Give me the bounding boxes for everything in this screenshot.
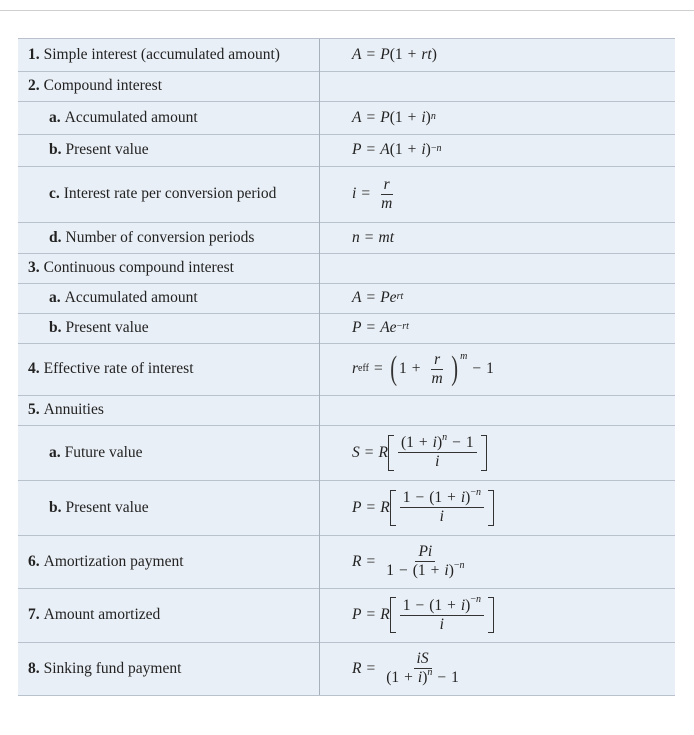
formula-cell [320, 166, 675, 222]
row-number: 8. [28, 659, 40, 677]
row-text: Annuities [43, 401, 104, 418]
formula-annuity-present: P = R $\frac{1 - (1 + i)^{-n}}{i}$ [352, 490, 494, 526]
table-row [18, 535, 675, 589]
row-text: Present value [65, 319, 149, 336]
row-number: 1. [28, 46, 40, 63]
row-label [18, 101, 320, 134]
table-row [18, 134, 675, 167]
row-text: Continuous compound interest [43, 259, 234, 276]
row-text: Number of conversion periods [65, 228, 255, 246]
formula-compound-present: P = A (1 + i ) $^{-n}$ [352, 141, 442, 158]
formula-cell [320, 39, 675, 71]
table-row [18, 222, 675, 254]
table-row [18, 313, 675, 344]
formula-cell [320, 480, 675, 535]
formula-cell [320, 253, 675, 283]
row-number: b. [49, 319, 62, 336]
formula-amount-amortized: P = R $\frac{1 - (1 + i)^{-n}}{i}$ [352, 597, 494, 633]
row-label [18, 343, 320, 395]
formula-num-periods: n = mt [352, 228, 394, 246]
table-row [18, 588, 675, 643]
row-number: 3. [28, 259, 40, 276]
table-row [18, 253, 675, 284]
row-text: Compound interest [43, 76, 163, 94]
row-label [18, 588, 320, 642]
row-label [18, 134, 320, 166]
formula-cell [320, 70, 675, 101]
row-text: Effective rate of interest [43, 360, 194, 377]
row-label [18, 395, 320, 425]
formula-cell [320, 588, 675, 642]
formula-cell [320, 313, 675, 343]
formula-cell [320, 425, 675, 480]
row-label [18, 70, 320, 101]
row-number: a. [49, 289, 61, 306]
row-text: Future value [64, 443, 143, 461]
row-text: Simple interest (accumulated amount) [43, 46, 280, 63]
table-row [18, 480, 675, 536]
formula-cell [320, 222, 675, 253]
row-text: Sinking fund payment [43, 659, 182, 677]
formula-cell [320, 343, 675, 395]
row-number: 7. [28, 606, 40, 623]
formula-simple-interest: A = P (1 + rt ) [352, 46, 437, 63]
row-label [18, 283, 320, 313]
formula-compound-accumulated: A = P (1 + i ) $^n$ [352, 108, 436, 126]
row-text: Interest rate per conversion period [63, 185, 277, 202]
formula-cell [320, 642, 675, 695]
formula-effective-rate: r eff = ( 1 + $\frac{r}{m}$ ) $^m$ − 1 [352, 350, 494, 387]
row-label [18, 253, 320, 283]
row-label [18, 480, 320, 535]
row-text: Present value [65, 141, 149, 158]
table-row [18, 70, 675, 102]
row-text: Present value [65, 498, 149, 516]
row-number: b. [49, 498, 62, 516]
formula-amortization-payment: R = $\frac{Pi}{1 - (1 + i)^{-n}}$ [352, 543, 465, 579]
table-row [18, 283, 675, 314]
row-label [18, 39, 320, 71]
row-label [18, 166, 320, 222]
formula-sinking-fund: R = $\frac{iS}{(1 + i)^n - 1}$ [352, 650, 459, 686]
table-row [18, 101, 675, 135]
row-label [18, 535, 320, 588]
row-text: Accumulated amount [64, 289, 198, 306]
row-text: Amortization payment [43, 552, 184, 570]
formula-cell [320, 101, 675, 134]
row-number: d. [49, 228, 62, 246]
formula-rate-per-period: i = $\frac{r}{m}$ [352, 175, 393, 212]
row-label [18, 425, 320, 480]
table-row [18, 425, 675, 481]
row-number: 6. [28, 552, 40, 570]
row-label [18, 313, 320, 343]
table-row [18, 166, 675, 223]
row-number: a. [49, 108, 61, 126]
row-text: Amount amortized [43, 606, 161, 623]
formula-cell [320, 134, 675, 166]
formula-table [18, 38, 675, 696]
row-number: c. [49, 185, 60, 202]
table-row [18, 38, 675, 72]
row-number: b. [49, 141, 62, 158]
top-rule [0, 10, 694, 11]
formula-cell [320, 535, 675, 588]
formula-continuous-accumulated: A = Pe $^{rt}$ [352, 289, 404, 306]
row-number: 2. [28, 76, 40, 94]
table-row [18, 395, 675, 426]
row-number: 4. [28, 360, 40, 377]
formula-cell [320, 283, 675, 313]
table-row [18, 343, 675, 396]
row-number: a. [49, 443, 61, 461]
row-number: 5. [28, 401, 40, 418]
formula-annuity-future: S = R $\frac{(1 + i)^n - 1}{i}$ [352, 435, 487, 471]
row-text: Accumulated amount [64, 108, 198, 126]
row-label [18, 642, 320, 695]
table-row [18, 642, 675, 696]
row-label [18, 222, 320, 253]
formula-continuous-present: P = Ae $^{-rt}$ [352, 319, 409, 336]
formula-cell [320, 395, 675, 425]
